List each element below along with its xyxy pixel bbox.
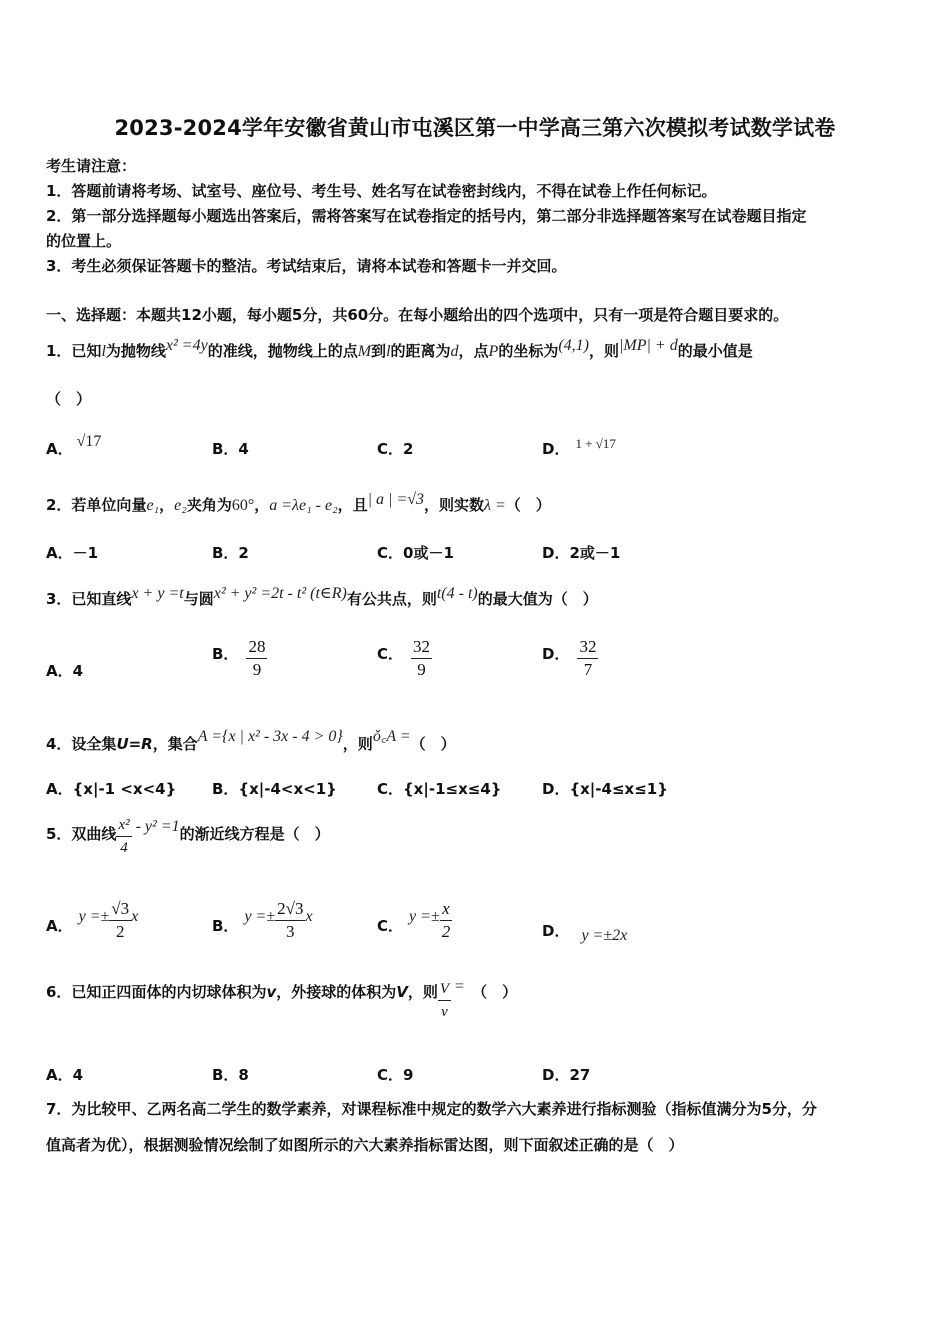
text-fragment: D．	[542, 645, 570, 663]
text-fragment: 到	[371, 342, 387, 360]
text-fragment: d	[450, 343, 459, 360]
text-fragment: x	[131, 908, 139, 925]
text-fragment: t(4 - t)	[436, 585, 478, 602]
text-fragment: ，集合	[152, 735, 198, 753]
option-c: C．2	[377, 440, 414, 458]
option-a: A．4	[46, 662, 84, 680]
option-c: C．{x|-1≤x≤4}	[377, 780, 502, 798]
text-fragment: λ =	[484, 497, 506, 514]
text-fragment: P	[488, 343, 499, 360]
text-fragment: 28	[246, 636, 267, 659]
text-fragment: 9	[417, 660, 426, 679]
text-fragment: 1．已知	[46, 342, 102, 360]
option-a: A．{x|-1 <x<4}	[46, 780, 177, 798]
text-fragment: l	[386, 343, 391, 360]
question-7-line-1: 7．为比较甲、乙两名高二学生的数学素养，对课程标准中规定的数学六大素养进行指标测验（指标值满分为5分，分	[46, 1100, 817, 1118]
option-b: B．2	[212, 544, 249, 562]
text-fragment: 的渐近线方程是（ ）	[179, 825, 330, 843]
text-fragment: x²	[116, 814, 131, 837]
text-fragment: 夹角为	[186, 496, 232, 514]
text-fragment: （ ）	[472, 983, 518, 1001]
option-a: A．4	[46, 1066, 84, 1084]
notice-heading: 考生请注意：	[46, 157, 137, 175]
option-a	[46, 898, 138, 943]
question-7-line-2: 值高者为优），根据测验情况绘制了如图所示的六大素养指标雷达图，则下面叙述正确的是（ ）	[46, 1136, 684, 1154]
text-fragment: 的最大值为（ ）	[477, 590, 598, 608]
text-fragment: U=R	[116, 735, 153, 753]
text-fragment: √17	[76, 433, 102, 450]
text-fragment: x	[305, 908, 313, 925]
text-fragment: B．	[212, 645, 239, 663]
option-d: D．2或－1	[542, 544, 621, 562]
question-4	[46, 728, 456, 754]
option-d	[542, 636, 598, 681]
text-fragment: 3．已知直线	[46, 590, 132, 608]
text-fragment: 为抛物线	[105, 342, 166, 360]
text-fragment: - y² =1	[135, 818, 180, 835]
text-fragment: y =±	[78, 908, 110, 925]
page-title: 2023-2024学年安徽省黄山市屯溪区第一中学高三第六次模拟考试数学试卷	[114, 116, 836, 140]
text-fragment: =	[455, 978, 465, 995]
text-fragment: l	[101, 343, 106, 360]
text-fragment: 32	[577, 636, 598, 659]
text-fragment: 6．已知正四面体的内切球体积为	[46, 983, 267, 1001]
text-fragment: A．	[46, 917, 73, 935]
text-fragment: V	[396, 983, 408, 1001]
notice-item: 1．答题前请将考场、试室号、座位号、考生号、姓名写在试卷密封线内，不得在试卷上作任何标记。	[46, 182, 717, 200]
text-fragment: C．	[377, 917, 404, 935]
text-fragment: 2	[115, 922, 125, 941]
option-d	[542, 920, 628, 944]
text-fragment: 3	[286, 922, 295, 941]
text-fragment: x	[440, 898, 452, 921]
text-fragment: A．	[46, 440, 73, 458]
text-fragment: 的最小值是	[677, 342, 753, 360]
option-a: A．－1	[46, 544, 99, 562]
text-fragment: C．	[377, 645, 404, 663]
option-c: C．0或－1	[377, 544, 454, 562]
text-fragment: 的坐标为	[498, 342, 559, 360]
text-fragment: D．	[542, 440, 570, 458]
text-fragment: 的准线，抛物线上的点	[207, 342, 358, 360]
section-heading: 一、选择题：本题共12小题，每小题5分，共60分。在每小题给出的四个选项中，只有一项是符合题目要求的。	[46, 306, 789, 324]
text-fragment: 的距离为	[390, 342, 451, 360]
option-c: C．9	[377, 1066, 414, 1084]
question-1	[46, 337, 753, 361]
text-fragment: ，则	[407, 983, 438, 1001]
text-fragment: ，则	[342, 735, 373, 753]
text-fragment: 2	[441, 922, 451, 941]
text-fragment: （ ）	[505, 496, 551, 514]
option-d: D．{x|-4≤x≤1}	[542, 780, 668, 798]
text-fragment: ，点	[458, 342, 489, 360]
text-fragment: x² + y² =2t - t² (t∈R)	[213, 585, 347, 602]
text-fragment: v	[266, 983, 277, 1001]
option-b: B．{x|-4<x<1}	[212, 780, 337, 798]
text-fragment: 4	[120, 840, 128, 856]
question-2	[46, 491, 551, 515]
text-fragment: x² =4y	[165, 337, 208, 354]
option-b	[212, 636, 267, 681]
text-fragment: ，	[159, 496, 175, 514]
text-fragment: 5．双曲线	[46, 825, 117, 843]
option-d	[542, 438, 616, 459]
text-fragment: (4,1)	[558, 337, 589, 354]
text-fragment: y =±2x	[581, 927, 628, 944]
text-fragment: y =±	[244, 908, 276, 925]
notice-item: 的位置上。	[46, 232, 122, 250]
notice-item: 2．第一部分选择题每小题选出答案后，需将答案写在试卷指定的括号内，第二部分非选择题答案写在试卷题目指定	[46, 207, 807, 225]
text-fragment: 9	[252, 660, 262, 679]
text-fragment: 与圆	[183, 590, 214, 608]
text-fragment: A ={x | x² - 3x - 4 > 0}	[197, 728, 343, 745]
text-fragment: 60°	[231, 497, 255, 514]
text-fragment: √3	[109, 898, 131, 921]
text-fragment: ，则实数	[424, 496, 485, 514]
text-fragment: a =λe₁ - e₂	[269, 497, 338, 514]
answer-bracket: （ ）	[46, 390, 92, 408]
text-fragment: 32	[411, 636, 432, 659]
text-fragment: y =±	[409, 908, 440, 925]
text-fragment: | a | =√3	[367, 491, 425, 508]
text-fragment: v	[441, 1004, 448, 1020]
text-fragment: |MP| + d	[619, 337, 678, 354]
text-fragment: e₂	[174, 497, 187, 514]
text-fragment: （ ）	[410, 735, 456, 753]
text-fragment: ǒ꜀A =	[372, 728, 411, 745]
text-fragment: M	[357, 343, 372, 360]
question-3	[46, 585, 598, 609]
text-fragment: ，则	[589, 342, 620, 360]
text-fragment: D．	[542, 922, 570, 940]
question-5	[46, 814, 330, 859]
text-fragment: ，	[254, 496, 270, 514]
text-fragment: B．	[212, 917, 239, 935]
text-fragment: 1 + √17	[575, 436, 616, 451]
option-a	[46, 433, 102, 459]
text-fragment: V	[438, 978, 451, 1001]
text-fragment: 2√3	[275, 898, 305, 921]
question-6	[46, 978, 517, 1023]
notice-item: 3．考生必须保证答题卡的整洁。考试结束后，请将本试卷和答题卡一并交回。	[46, 257, 567, 275]
option-d: D．27	[542, 1066, 591, 1084]
text-fragment: 4．设全集	[46, 735, 117, 753]
option-b: B．4	[212, 440, 249, 458]
text-fragment: x + y =t	[131, 585, 184, 602]
text-fragment: ，且	[337, 496, 368, 514]
text-fragment: 7	[583, 660, 593, 679]
text-fragment: e₁	[146, 497, 160, 514]
text-fragment: 有公共点，则	[346, 590, 437, 608]
option-c	[377, 636, 432, 681]
option-c	[377, 898, 452, 943]
option-b: B．8	[212, 1066, 249, 1084]
text-fragment: 2．若单位向量	[46, 496, 147, 514]
option-b	[212, 898, 313, 943]
text-fragment: ，外接球的体积为	[276, 983, 397, 1001]
